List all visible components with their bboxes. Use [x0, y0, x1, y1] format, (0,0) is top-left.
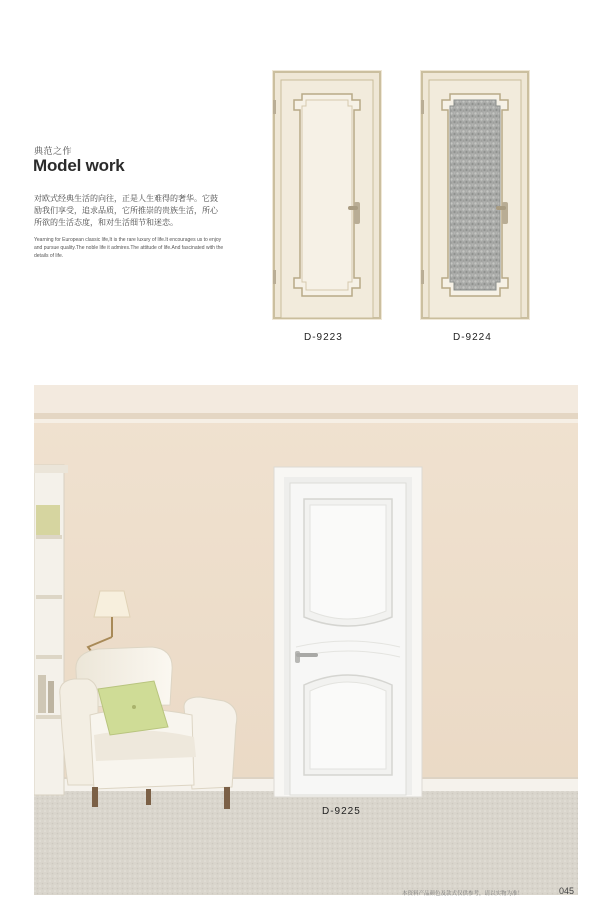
- product-code-d9223: D-9223: [304, 332, 343, 343]
- door-d9224-image: [420, 70, 530, 320]
- section-kicker: 典范之作: [34, 146, 73, 156]
- description-chinese: 对欧式经典生活的向往，正是人生难得的奢华。它鼓励我们享受，追求品质，它所推崇的贵族生活，所心所欲的生活态度，和对生活细节和迷恋。: [34, 194, 218, 227]
- description-english: Yearning for European classic life,It is the rare luxury of life.It encourages us to enjoy and pursue quality.The noble life it admires.The attitude of life.And fascinated with the details of life.: [34, 237, 224, 259]
- room-scene-image: [34, 385, 578, 895]
- page-number: 045: [559, 886, 575, 896]
- footer-disclaimer: 本资料产品颜色及款式仅供参考，请以实物为准！: [402, 891, 524, 897]
- door-d9223-image: [272, 70, 382, 320]
- section-title: Model work: [33, 156, 125, 175]
- product-code-d9224: D-9224: [453, 332, 492, 343]
- product-code-d9225: D-9225: [322, 806, 361, 817]
